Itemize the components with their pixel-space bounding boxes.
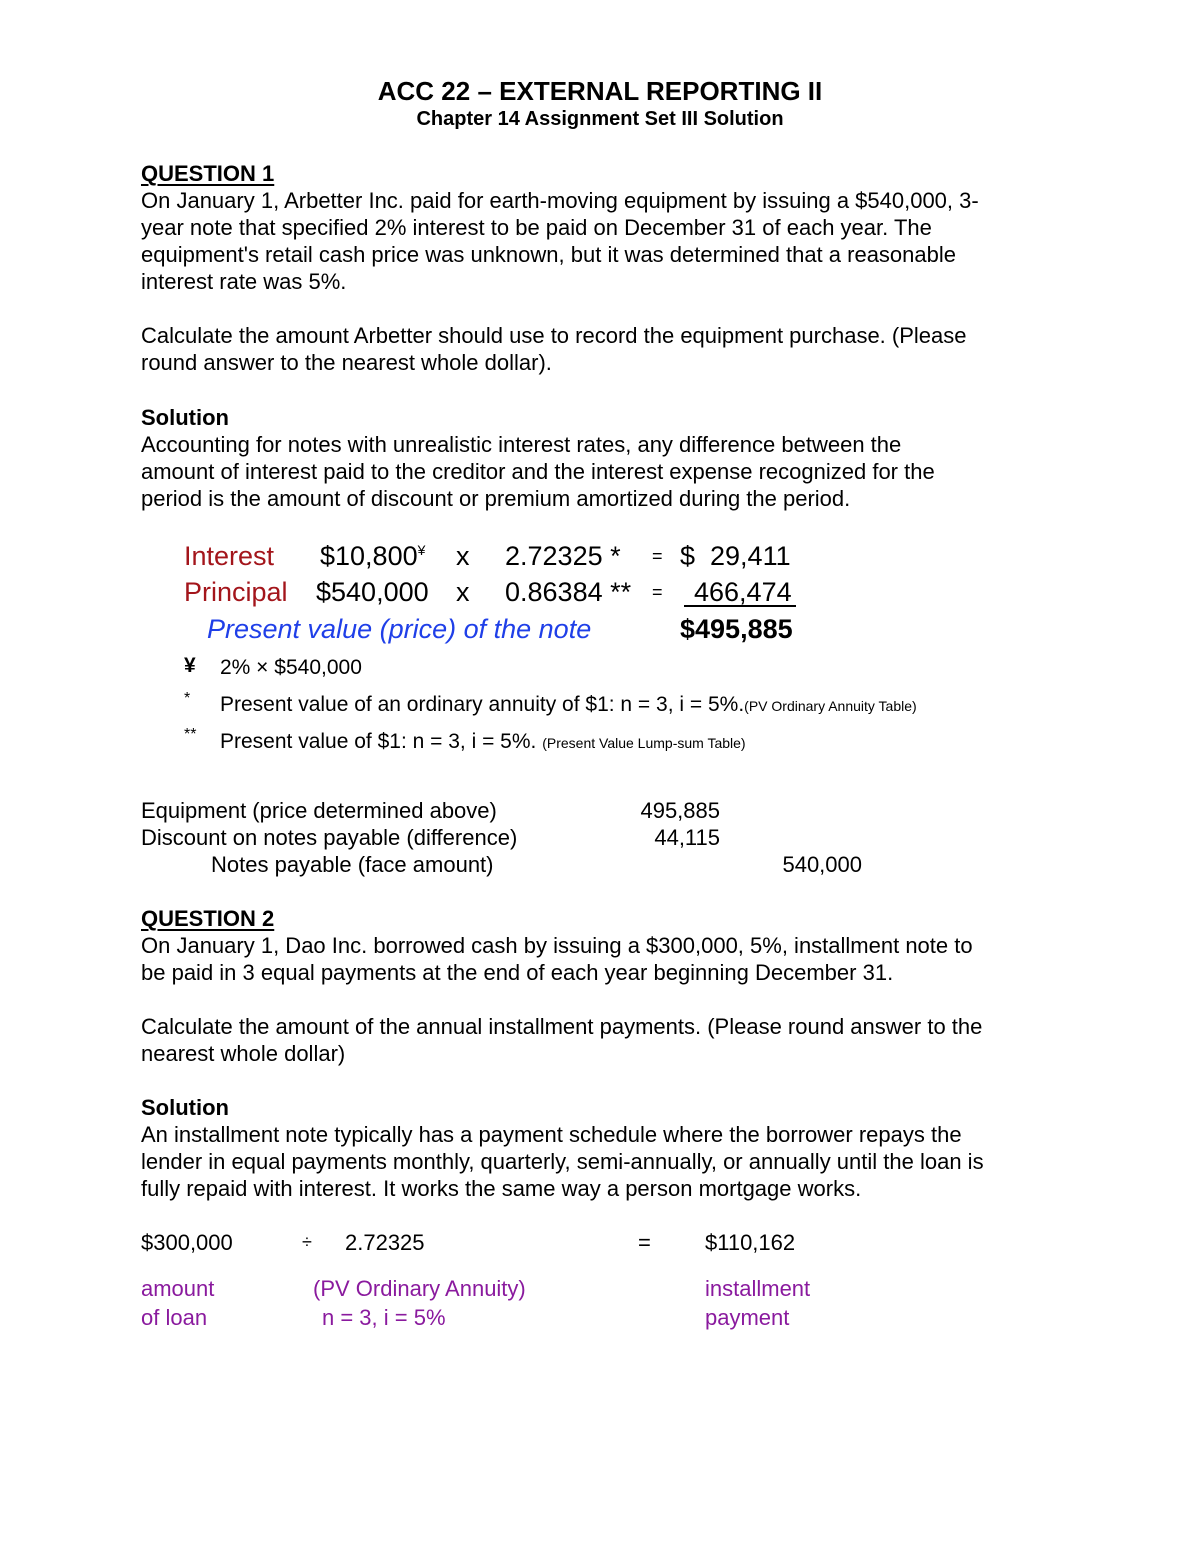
question-1-text-line: On January 1, Arbetter Inc. paid for earth-moving equipment by issuing a $540,000, 3- (141, 188, 979, 213)
question-1-text-line: equipment's retail cash price was unknown, but it was determined that a reasonable (141, 242, 956, 267)
footnote-mark: ** (184, 726, 197, 743)
question-1-solution-line: period is the amount of discount or premium amortized during the period. (141, 486, 851, 511)
factor-label: n = 3, i = 5% (322, 1305, 446, 1330)
equals-sign: = (638, 1230, 651, 1255)
loan-label: of loan (141, 1305, 208, 1330)
present-value-total: $495,885 (680, 614, 793, 644)
factor-label: (PV Ordinary Annuity) (313, 1276, 526, 1301)
multiply-sign: x (456, 541, 470, 571)
footnote-text: Present value of $1: n = 3, i = 5%. (Present Value Lump-sum Table) (220, 730, 746, 753)
sum-underline (684, 605, 796, 607)
question-1-solution-line: amount of interest paid to the creditor and the interest expense recognized for the (141, 459, 935, 484)
question-2-solution-line: fully repaid with interest. It works the same way a person mortgage works. (141, 1176, 862, 1201)
question-2-heading: QUESTION 2 (141, 906, 275, 931)
present-value-label: Present value (price) of the note (207, 614, 592, 644)
journal-account: Equipment (price determined above) (141, 798, 497, 823)
annuity-factor: 2.72325 * (505, 541, 621, 571)
divide-sign: ÷ (302, 1232, 312, 1252)
journal-account: Notes payable (face amount) (211, 852, 494, 877)
question-1-solution-line: Accounting for notes with unrealistic interest rates, any difference between the (141, 432, 902, 457)
question-1-text-line: interest rate was 5%. (141, 269, 347, 294)
question-2-task-line: nearest whole dollar) (141, 1041, 346, 1066)
multiply-sign: x (456, 577, 470, 607)
journal-credit: 540,000 (782, 852, 862, 877)
interest-label: Interest (184, 541, 275, 571)
footnote-text: Present value of an ordinary annuity of $1: n = 3, i = 5%.(PV Ordinary Annuity Table) (220, 693, 917, 716)
journal-debit: 495,885 (640, 798, 720, 823)
payment-label: payment (705, 1305, 790, 1330)
question-2-solution-line: An installment note typically has a payment schedule where the borrower repays the (141, 1122, 962, 1147)
question-2-solution-line: lender in equal payments monthly, quarterly, semi-annually, or annually until the loan is (141, 1149, 984, 1174)
document-title: ACC 22 – EXTERNAL REPORTING II (377, 76, 823, 106)
footnote-mark: ¥ (184, 654, 196, 677)
question-1-heading: QUESTION 1 (141, 161, 275, 186)
interest-amount: $10,800¥ (320, 541, 426, 571)
equals-sign: = (652, 582, 663, 602)
loan-amount: $300,000 (141, 1230, 233, 1255)
question-1-text-line: year note that specified 2% interest to be paid on December 31 of each year. The (141, 215, 932, 240)
question-2-text-line: be paid in 3 equal payments at the end of each year beginning December 31. (141, 960, 894, 985)
annuity-factor: 2.72325 (345, 1230, 425, 1255)
question-1-task-line: round answer to the nearest whole dollar). (141, 350, 552, 375)
question-1-solution-heading: Solution (141, 405, 229, 430)
installment-payment: $110,162 (705, 1230, 796, 1255)
lump-sum-factor: 0.86384 ** (505, 577, 632, 607)
journal-account: Discount on notes payable (difference) (141, 825, 518, 850)
journal-debit: 44,115 (654, 825, 720, 850)
document-subtitle: Chapter 14 Assignment Set III Solution (416, 108, 784, 130)
question-2-solution-heading: Solution (141, 1095, 229, 1120)
principal-label: Principal (184, 577, 288, 607)
payment-label: installment (705, 1276, 811, 1301)
question-1-task-line: Calculate the amount Arbetter should use to record the equipment purchase. (Please (141, 323, 967, 348)
yen-footnote-mark: ¥ (417, 542, 426, 558)
principal-result: 466,474 (694, 577, 792, 607)
equals-sign: = (652, 546, 663, 566)
question-2-text-line: On January 1, Dao Inc. borrowed cash by issuing a $300,000, 5%, installment note to (141, 933, 973, 958)
footnote-text: 2% × $540,000 (220, 656, 362, 679)
principal-amount: $540,000 (316, 577, 429, 607)
question-2-task-line: Calculate the amount of the annual installment payments. (Please round answer to the (141, 1014, 983, 1039)
interest-result: $ 29,411 (680, 541, 791, 571)
loan-label: amount (141, 1276, 215, 1301)
footnote-mark: * (184, 690, 191, 707)
